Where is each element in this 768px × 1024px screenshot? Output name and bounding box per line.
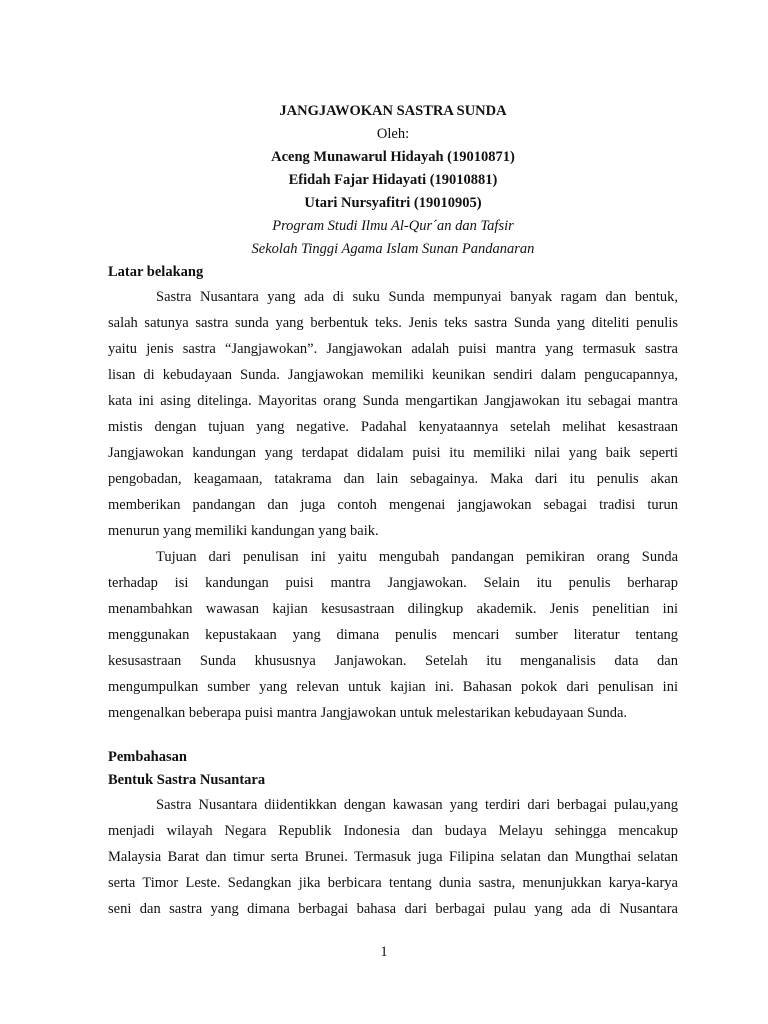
- institution-name: Sekolah Tinggi Agama Islam Sunan Pandanaran: [251, 241, 535, 257]
- paragraph-line: pengobadan, keagamaan, tatakrama dan lain sebagainya. Maka dari itu penulis akan: [108, 471, 678, 487]
- paragraph-line: Tujuan dari penulisan ini yaitu mengubah pandangan pemikiran orang Sunda: [156, 549, 678, 565]
- section-spacer: [108, 726, 678, 746]
- author-1: Aceng Munawarul Hidayah (19010871): [271, 149, 515, 165]
- paragraph-line: mengumpulkan sumber yang relevan untuk kajian ini. Bahasan pokok dari penulisan ini: [108, 679, 678, 695]
- subsection-heading-nusantara: Bentuk Sastra Nusantara: [108, 772, 266, 788]
- document-page: [108, 100, 678, 922]
- author-2: Efidah Fajar Hidayati (19010881): [288, 172, 498, 188]
- background-paragraph-1: [108, 284, 678, 544]
- paragraph-line: menurun yang memiliki kandungan yang baik.: [108, 523, 379, 539]
- paragraph-line: kata ini asing ditelinga. Mayoritas orang Sunda mengartikan Jangjawokan itu sebagai mantra: [108, 393, 678, 409]
- discussion-paragraph-1: [108, 792, 678, 922]
- by-label: Oleh:: [376, 126, 410, 142]
- section-heading-discussion: Pembahasan: [108, 749, 187, 765]
- paragraph-line: Jangjawokan kandungan yang terdapat didalam puisi itu memiliki nilai yang baik seperti: [108, 445, 678, 461]
- paragraph-line: mistis dengan tujuan yang negative. Padahal kenyataannya setelah melihat kesastraan: [108, 419, 678, 435]
- paragraph-line: memberikan pandangan dan juga contoh mengenai jangjawokan sebagai tradisi turun: [108, 497, 678, 513]
- paragraph-line: menggunakan kepustakaan yang dimana penulis mencari sumber literatur tentang: [108, 627, 678, 643]
- paragraph-line: Malaysia Barat dan timur serta Brunei. Termasuk juga Filipina selatan dan Mungthai selatan: [108, 849, 678, 865]
- background-paragraph-2: [108, 544, 678, 726]
- page-number: 1: [380, 944, 388, 960]
- paragraph-line: serta Timor Leste. Sedangkan jika berbicara tentang dunia sastra, menunjukkan karya-karya: [108, 875, 678, 891]
- paragraph-line: kesusastraan Sunda khususnya Janjawokan. Setelah itu menganalisis data dan: [108, 653, 678, 669]
- paragraph-line: lisan di kebudayaan Sunda. Jangjawokan memiliki keunikan sendiri dalam pengucapannya,: [108, 367, 678, 383]
- document-title: JANGJAWOKAN SASTRA SUNDA: [279, 103, 507, 119]
- paragraph-line: menjadi wilayah Negara Republik Indonesia dan budaya Melayu sehingga mencakup: [108, 823, 678, 839]
- section-heading-background: Latar belakang: [108, 264, 204, 280]
- paragraph-line: mengenalkan beberapa puisi mantra Jangjawokan untuk melestarikan kebudayaan Sunda.: [108, 705, 628, 721]
- paragraph-line: seni dan sastra yang dimana berbagai bahasa dari berbagai pulau yang ada di Nusantara: [108, 901, 678, 917]
- paragraph-line: yaitu jenis sastra “Jangjawokan”. Jangjawokan adalah puisi mantra yang termasuk sastra: [108, 341, 678, 357]
- paragraph-line: Sastra Nusantara yang ada di suku Sunda mempunyai banyak ragam dan bentuk,: [156, 289, 678, 305]
- author-3: Utari Nursyafitri (19010905): [304, 195, 482, 211]
- program-name: Program Studi Ilmu Al-Qur´an dan Tafsir: [272, 218, 514, 234]
- paragraph-line: terhadap isi kandungan puisi mantra Jangjawokan. Selain itu penulis berharap: [108, 575, 678, 591]
- paragraph-line: menambahkan wawasan kajian kesusastraan dilingkup akademik. Jenis penelitian ini: [108, 601, 678, 617]
- paragraph-line: salah satunya sastra sunda yang berbentuk teks. Jenis teks sastra Sunda yang diteliti penulis: [108, 315, 678, 331]
- paragraph-line: Sastra Nusantara diidentikkan dengan kawasan yang terdiri dari berbagai pulau,yang: [156, 797, 678, 813]
